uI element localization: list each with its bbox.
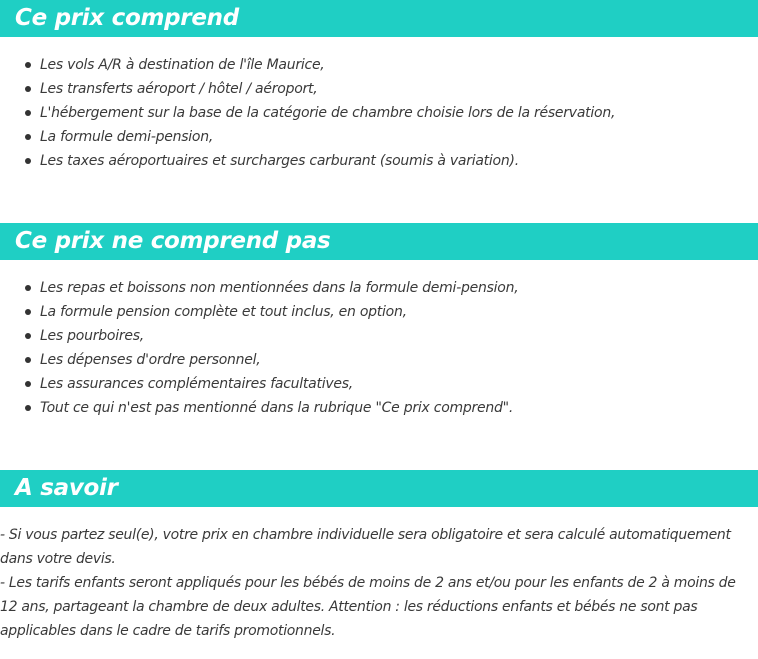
bullet-icon bbox=[25, 357, 31, 363]
list-item bbox=[0, 372, 758, 396]
list-item bbox=[0, 300, 758, 324]
list-ne-comprend-pas bbox=[0, 276, 758, 420]
list-item-text: Les repas et boissons non mentionnées dans la formule demi-pension, bbox=[40, 280, 519, 296]
list-item-text: Les pourboires, bbox=[40, 328, 144, 344]
bullet-icon bbox=[25, 62, 31, 68]
a-savoir-paragraph: - Si vous partez seul(e), votre prix en chambre individuelle sera obligatoire et sera calculé automatiquement dans votre devis. bbox=[0, 527, 731, 567]
list-item bbox=[0, 149, 758, 173]
bullet-icon bbox=[25, 110, 31, 116]
list-item bbox=[0, 396, 758, 420]
a-savoir-content bbox=[0, 523, 756, 643]
list-item bbox=[0, 276, 758, 300]
bullet-icon bbox=[25, 134, 31, 140]
list-item bbox=[0, 348, 758, 372]
bullet-icon bbox=[25, 309, 31, 315]
list-item-text: Les taxes aéroportuaires et surcharges carburant (soumis à variation). bbox=[40, 153, 519, 169]
section-header-comprend bbox=[0, 0, 758, 37]
section-title-comprend: Ce prix comprend bbox=[15, 5, 239, 31]
bullet-icon bbox=[25, 86, 31, 92]
bullet-icon bbox=[25, 381, 31, 387]
list-item-text: Tout ce qui n'est pas mentionné dans la rubrique "Ce prix comprend". bbox=[40, 400, 514, 416]
list-item bbox=[0, 125, 758, 149]
list-item-text: Les vols A/R à destination de l'île Maurice, bbox=[40, 57, 325, 73]
bullet-icon bbox=[25, 285, 31, 291]
list-item bbox=[0, 53, 758, 77]
list-comprend bbox=[0, 53, 758, 173]
bullet-icon bbox=[25, 333, 31, 339]
bullet-icon bbox=[25, 158, 31, 164]
list-item bbox=[0, 101, 758, 125]
section-header-ne-comprend-pas bbox=[0, 223, 758, 260]
list-item-text: Les assurances complémentaires facultatives, bbox=[40, 376, 354, 392]
section-title-a-savoir: A savoir bbox=[15, 475, 118, 501]
a-savoir-paragraph: - Les tarifs enfants seront appliqués pour les bébés de moins de 2 ans et/ou pour les enfants de 2 à moins de 12 ans, partageant la chambre de deux adultes. Attention : les réductions enfants et bébés ne sont pas applicables dans le cadre de tarifs promotionnels. bbox=[0, 575, 736, 639]
section-header-a-savoir bbox=[0, 470, 758, 507]
section-title-ne-comprend-pas: Ce prix ne comprend pas bbox=[15, 228, 331, 254]
list-item-text: Les transferts aéroport / hôtel / aéroport, bbox=[40, 81, 318, 97]
list-item-text: Les dépenses d'ordre personnel, bbox=[40, 352, 261, 368]
list-item bbox=[0, 324, 758, 348]
list-item-text: La formule demi-pension, bbox=[40, 129, 214, 145]
list-item-text: La formule pension complète et tout inclus, en option, bbox=[40, 304, 407, 320]
list-item-text: L'hébergement sur la base de la catégorie de chambre choisie lors de la réservation, bbox=[40, 105, 616, 121]
bullet-icon bbox=[25, 405, 31, 411]
list-item bbox=[0, 77, 758, 101]
